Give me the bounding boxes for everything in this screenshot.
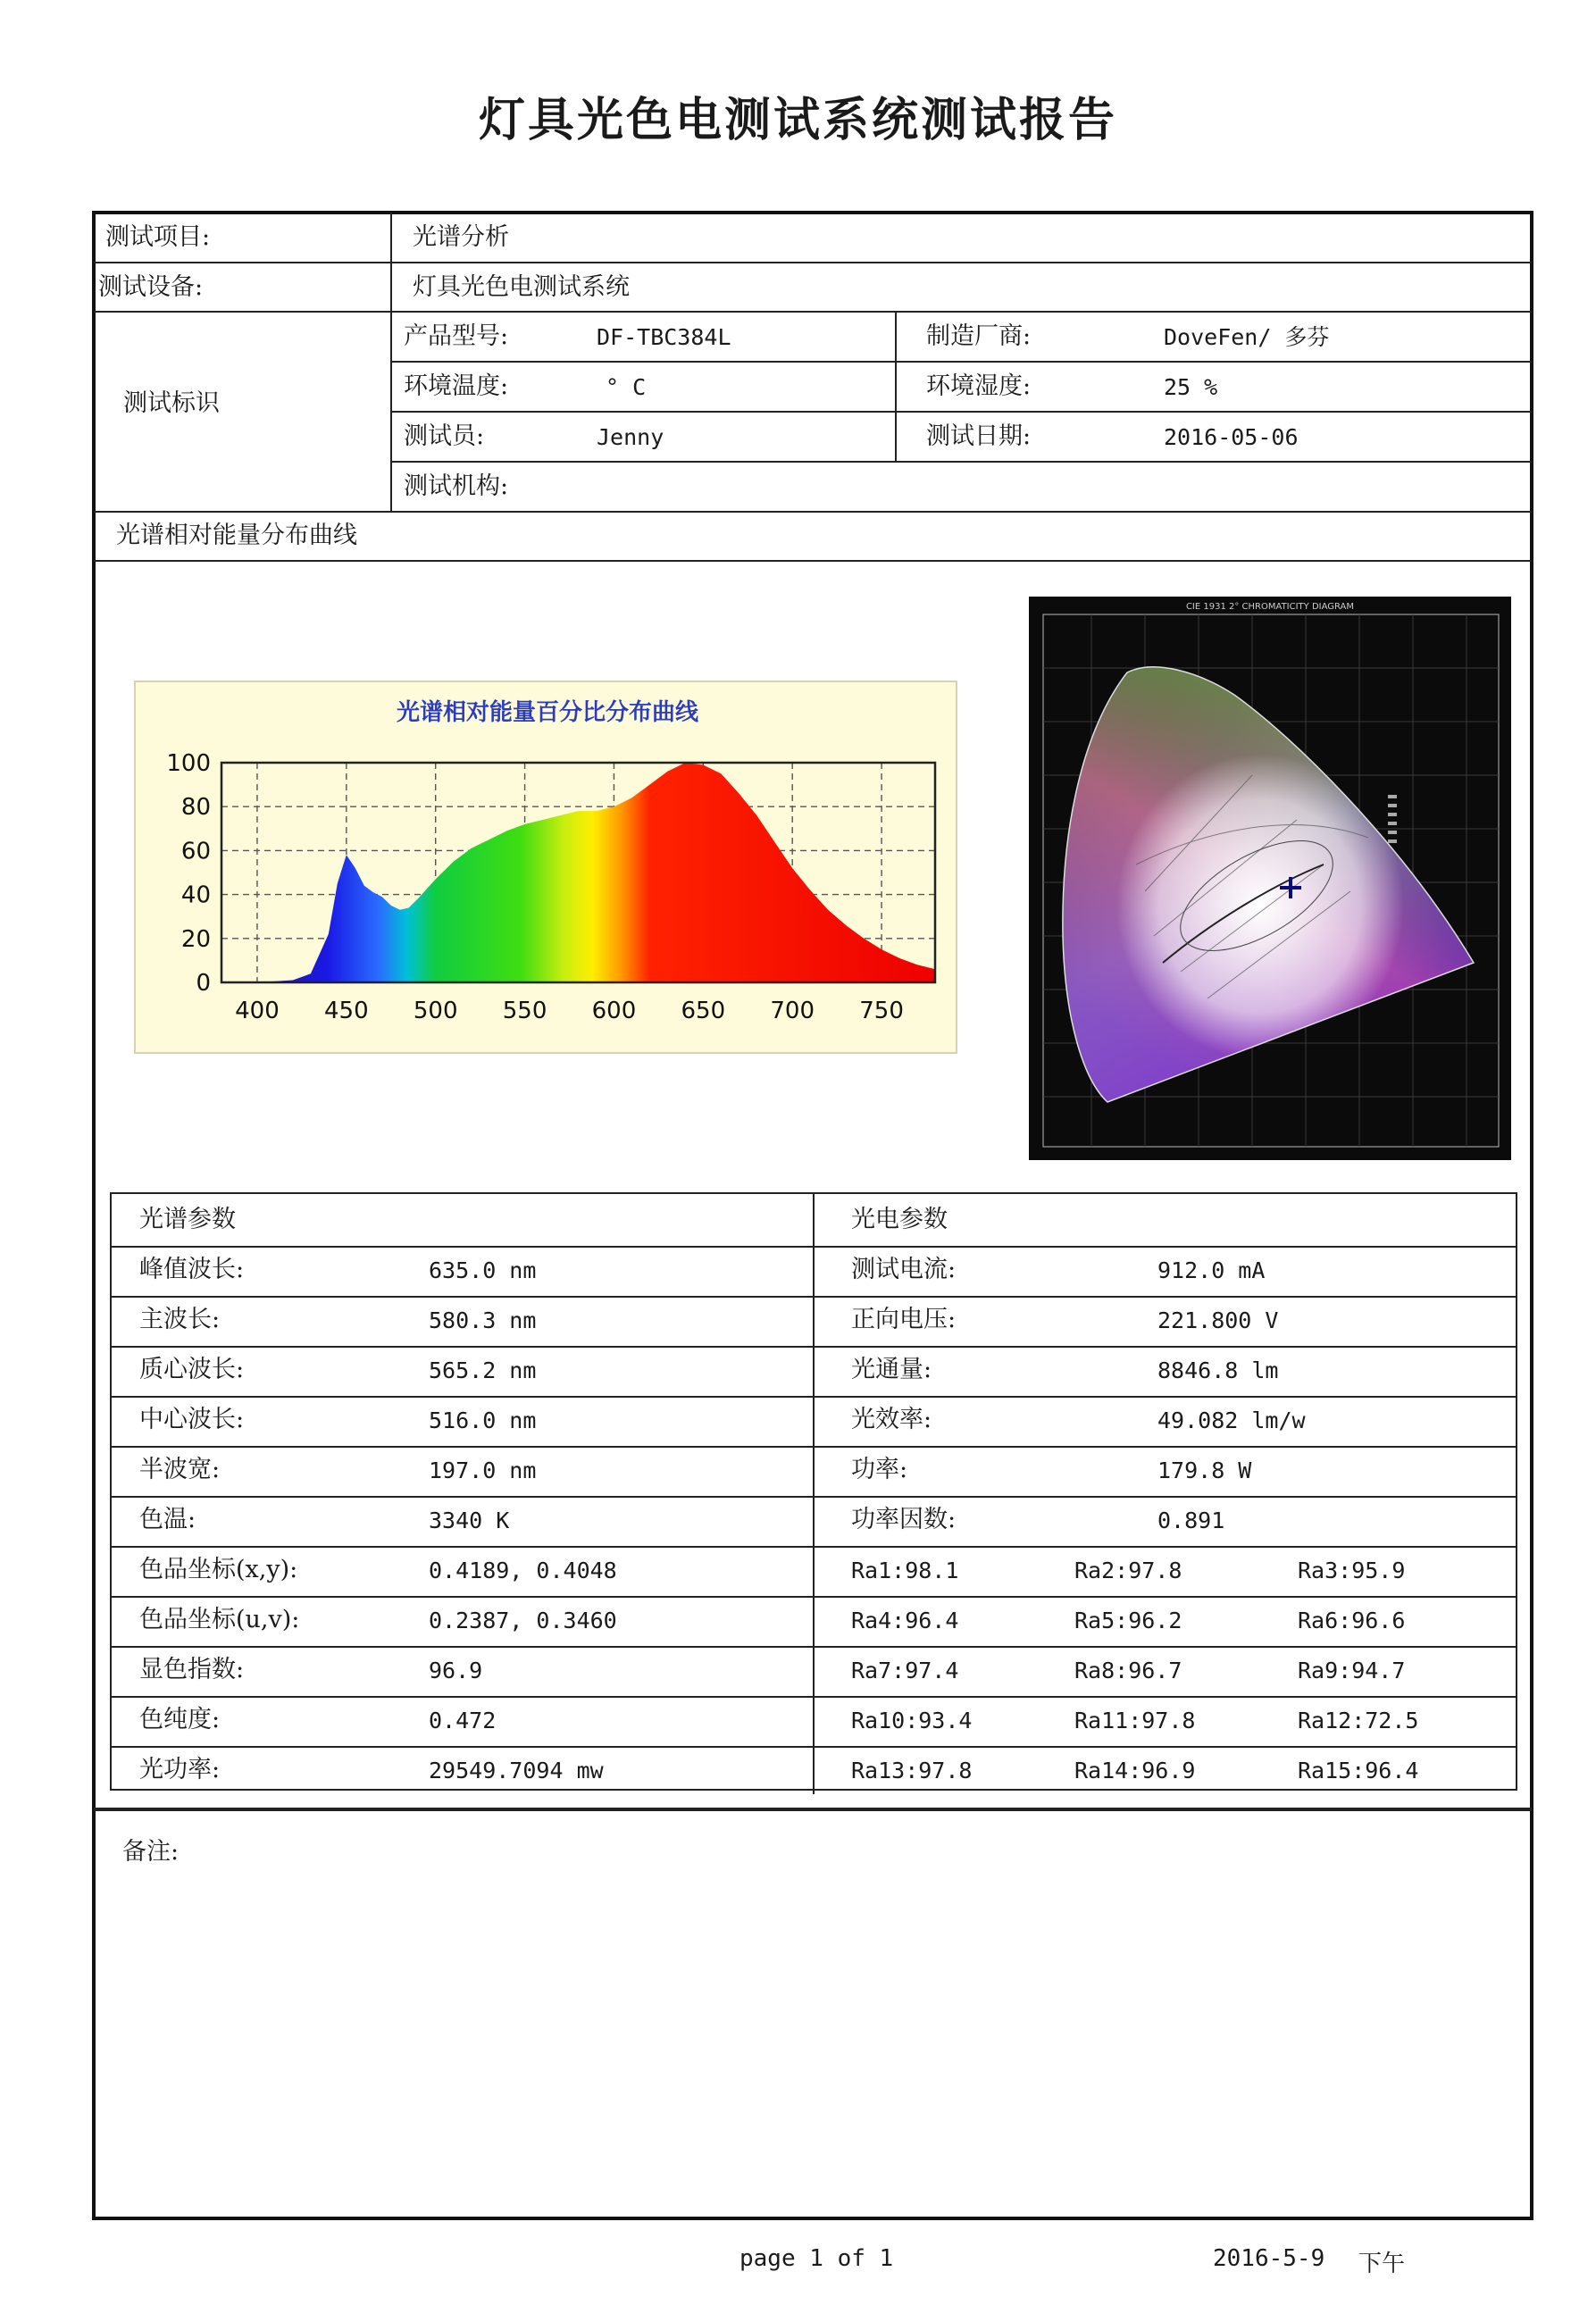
param-label: 功率: <box>851 1456 908 1483</box>
x-tick-label: 700 <box>770 998 815 1024</box>
color-rendering-index: Ra10:93.4 <box>851 1708 973 1733</box>
test-date-label: 测试日期: <box>926 422 1032 450</box>
param-label: 中心波长: <box>139 1406 245 1433</box>
spectrum-section-title: 光谱相对能量分布曲线 <box>116 522 357 549</box>
x-tick-labels <box>235 998 904 1024</box>
footer-ampm: 下午 <box>1358 2251 1406 2277</box>
remarks-label: 备注: <box>122 1838 180 1866</box>
param-value: 49.082 lm/w <box>1157 1407 1306 1433</box>
param-label: 光效率: <box>851 1406 932 1433</box>
param-value: 221.800 V <box>1157 1307 1279 1333</box>
color-rendering-index: Ra11:97.8 <box>1074 1708 1196 1733</box>
param-value: 3340 K <box>429 1508 510 1533</box>
param-label: 光功率: <box>139 1756 221 1783</box>
x-tick-label: 400 <box>235 998 280 1024</box>
param-label: 光通量: <box>851 1356 932 1383</box>
col-divider <box>390 213 392 511</box>
param-label: 色品坐标(u,v): <box>139 1606 300 1633</box>
chart-series <box>221 763 935 982</box>
x-tick-label: 600 <box>591 998 637 1024</box>
x-tick-label: 750 <box>859 998 904 1024</box>
color-rendering-index: Ra7:97.4 <box>851 1658 959 1683</box>
param-label: 色纯度: <box>139 1706 221 1733</box>
humidity-label: 环境湿度: <box>926 372 1032 400</box>
param-label: 功率因数: <box>851 1506 957 1533</box>
test-device-label: 测试设备: <box>98 273 204 301</box>
test-item-label: 测试项目: <box>105 223 211 251</box>
row-divider <box>390 461 1532 463</box>
row-divider <box>94 311 1532 313</box>
color-rendering-index: Ra13:97.8 <box>851 1758 973 1783</box>
color-rendering-index: Ra1:98.1 <box>851 1558 959 1583</box>
param-value: 580.3 nm <box>429 1307 537 1333</box>
param-value: 635.0 nm <box>429 1257 537 1283</box>
param-label: 显色指数: <box>139 1656 245 1683</box>
test-ident-label: 测试标识 <box>123 389 220 417</box>
param-value: 29549.7094 mw <box>429 1758 604 1783</box>
footer-date: 2016-5-9 <box>1213 2245 1325 2272</box>
y-tick-labels <box>166 750 211 997</box>
spectrum-area <box>221 763 935 982</box>
param-label: 测试电流: <box>851 1256 957 1283</box>
color-rendering-index: Ra4:96.4 <box>851 1608 959 1633</box>
color-rendering-index: Ra9:94.7 <box>1298 1658 1406 1683</box>
color-rendering-index: Ra15:96.4 <box>1298 1758 1419 1783</box>
spectrum-chart-panel <box>134 681 957 1054</box>
y-tick-label: 20 <box>180 925 211 953</box>
param-label: 半波宽: <box>139 1456 221 1483</box>
y-tick-label: 40 <box>180 881 211 909</box>
test-org-label: 测试机构: <box>404 472 509 500</box>
x-tick-label: 550 <box>502 998 547 1024</box>
y-tick-label: 0 <box>196 970 211 997</box>
test-item-value: 光谱分析 <box>413 223 509 251</box>
spectral-params-header: 光谱参数 <box>139 1206 236 1233</box>
row-divider <box>390 411 1532 413</box>
test-device-value: 灯具光色电测试系统 <box>413 273 630 301</box>
param-label: 色品坐标(x,y): <box>139 1556 298 1583</box>
maker-label: 制造厂商: <box>926 322 1032 350</box>
param-label: 色温: <box>139 1506 196 1533</box>
y-tick-label: 60 <box>180 838 211 865</box>
row-divider <box>94 560 1532 562</box>
chart-title: 光谱相对能量百分比分布曲线 <box>396 699 699 726</box>
param-value: 0.472 <box>429 1708 497 1733</box>
temperature-value: ° C <box>606 374 647 400</box>
param-value: 8846.8 lm <box>1157 1357 1279 1383</box>
section-divider <box>94 1808 1532 1811</box>
color-rendering-index: Ra2:97.8 <box>1074 1558 1182 1583</box>
y-tick-label: 100 <box>166 750 211 777</box>
param-label: 峰值波长: <box>139 1256 245 1283</box>
param-label: 主波长: <box>139 1306 221 1333</box>
color-rendering-index: Ra5:96.2 <box>1074 1608 1182 1633</box>
row-divider <box>94 262 1532 263</box>
temperature-label: 环境温度: <box>404 372 509 400</box>
color-rendering-index: Ra14:96.9 <box>1074 1758 1196 1783</box>
param-value: 179.8 W <box>1157 1458 1252 1483</box>
maker-value: DoveFen/ 多芬 <box>1164 324 1330 350</box>
x-tick-label: 450 <box>324 998 369 1024</box>
color-rendering-index: Ra12:72.5 <box>1298 1708 1419 1733</box>
param-value: 0.891 <box>1157 1508 1225 1533</box>
color-rendering-index: Ra3:95.9 <box>1298 1558 1406 1583</box>
cie-title: CIE 1931 2° CHROMATICITY DIAGRAM <box>1185 602 1355 612</box>
model-label: 产品型号: <box>404 322 509 350</box>
color-rendering-index: Ra6:96.6 <box>1298 1608 1406 1633</box>
footer-page-number: page 1 of 1 <box>740 2245 894 2272</box>
y-tick-label: 80 <box>180 794 211 822</box>
param-value: 912.0 mA <box>1157 1257 1266 1283</box>
cie-diagram-graphic <box>1029 597 1511 1160</box>
col-divider <box>895 311 897 461</box>
spectrum-chart <box>136 682 959 1056</box>
electrical-params-header: 光电参数 <box>851 1206 948 1233</box>
tester-value: Jenny <box>597 424 664 450</box>
param-value: 96.9 <box>429 1658 483 1683</box>
param-value: 565.2 nm <box>429 1357 537 1383</box>
model-value: DF-TBC384L <box>597 324 731 350</box>
humidity-value: 25 % <box>1164 374 1218 400</box>
tester-label: 测试员: <box>404 422 485 450</box>
param-col-divider <box>813 1192 815 1794</box>
param-label: 正向电压: <box>851 1306 957 1333</box>
param-value: 0.2387, 0.3460 <box>429 1608 617 1633</box>
param-value: 197.0 nm <box>429 1458 537 1483</box>
color-rendering-index: Ra8:96.7 <box>1074 1658 1182 1683</box>
test-date-value: 2016-05-06 <box>1164 424 1299 450</box>
x-tick-label: 500 <box>413 998 458 1024</box>
param-value: 516.0 nm <box>429 1407 537 1433</box>
param-label: 质心波长: <box>139 1356 245 1383</box>
row-divider <box>390 361 1532 363</box>
report-title: 灯具光色电测试系统测试报告 <box>478 93 1117 147</box>
row-divider <box>94 511 1532 513</box>
param-value: 0.4189, 0.4048 <box>429 1558 617 1583</box>
x-tick-label: 650 <box>681 998 726 1024</box>
cie-chromaticity-diagram <box>1029 597 1511 1160</box>
